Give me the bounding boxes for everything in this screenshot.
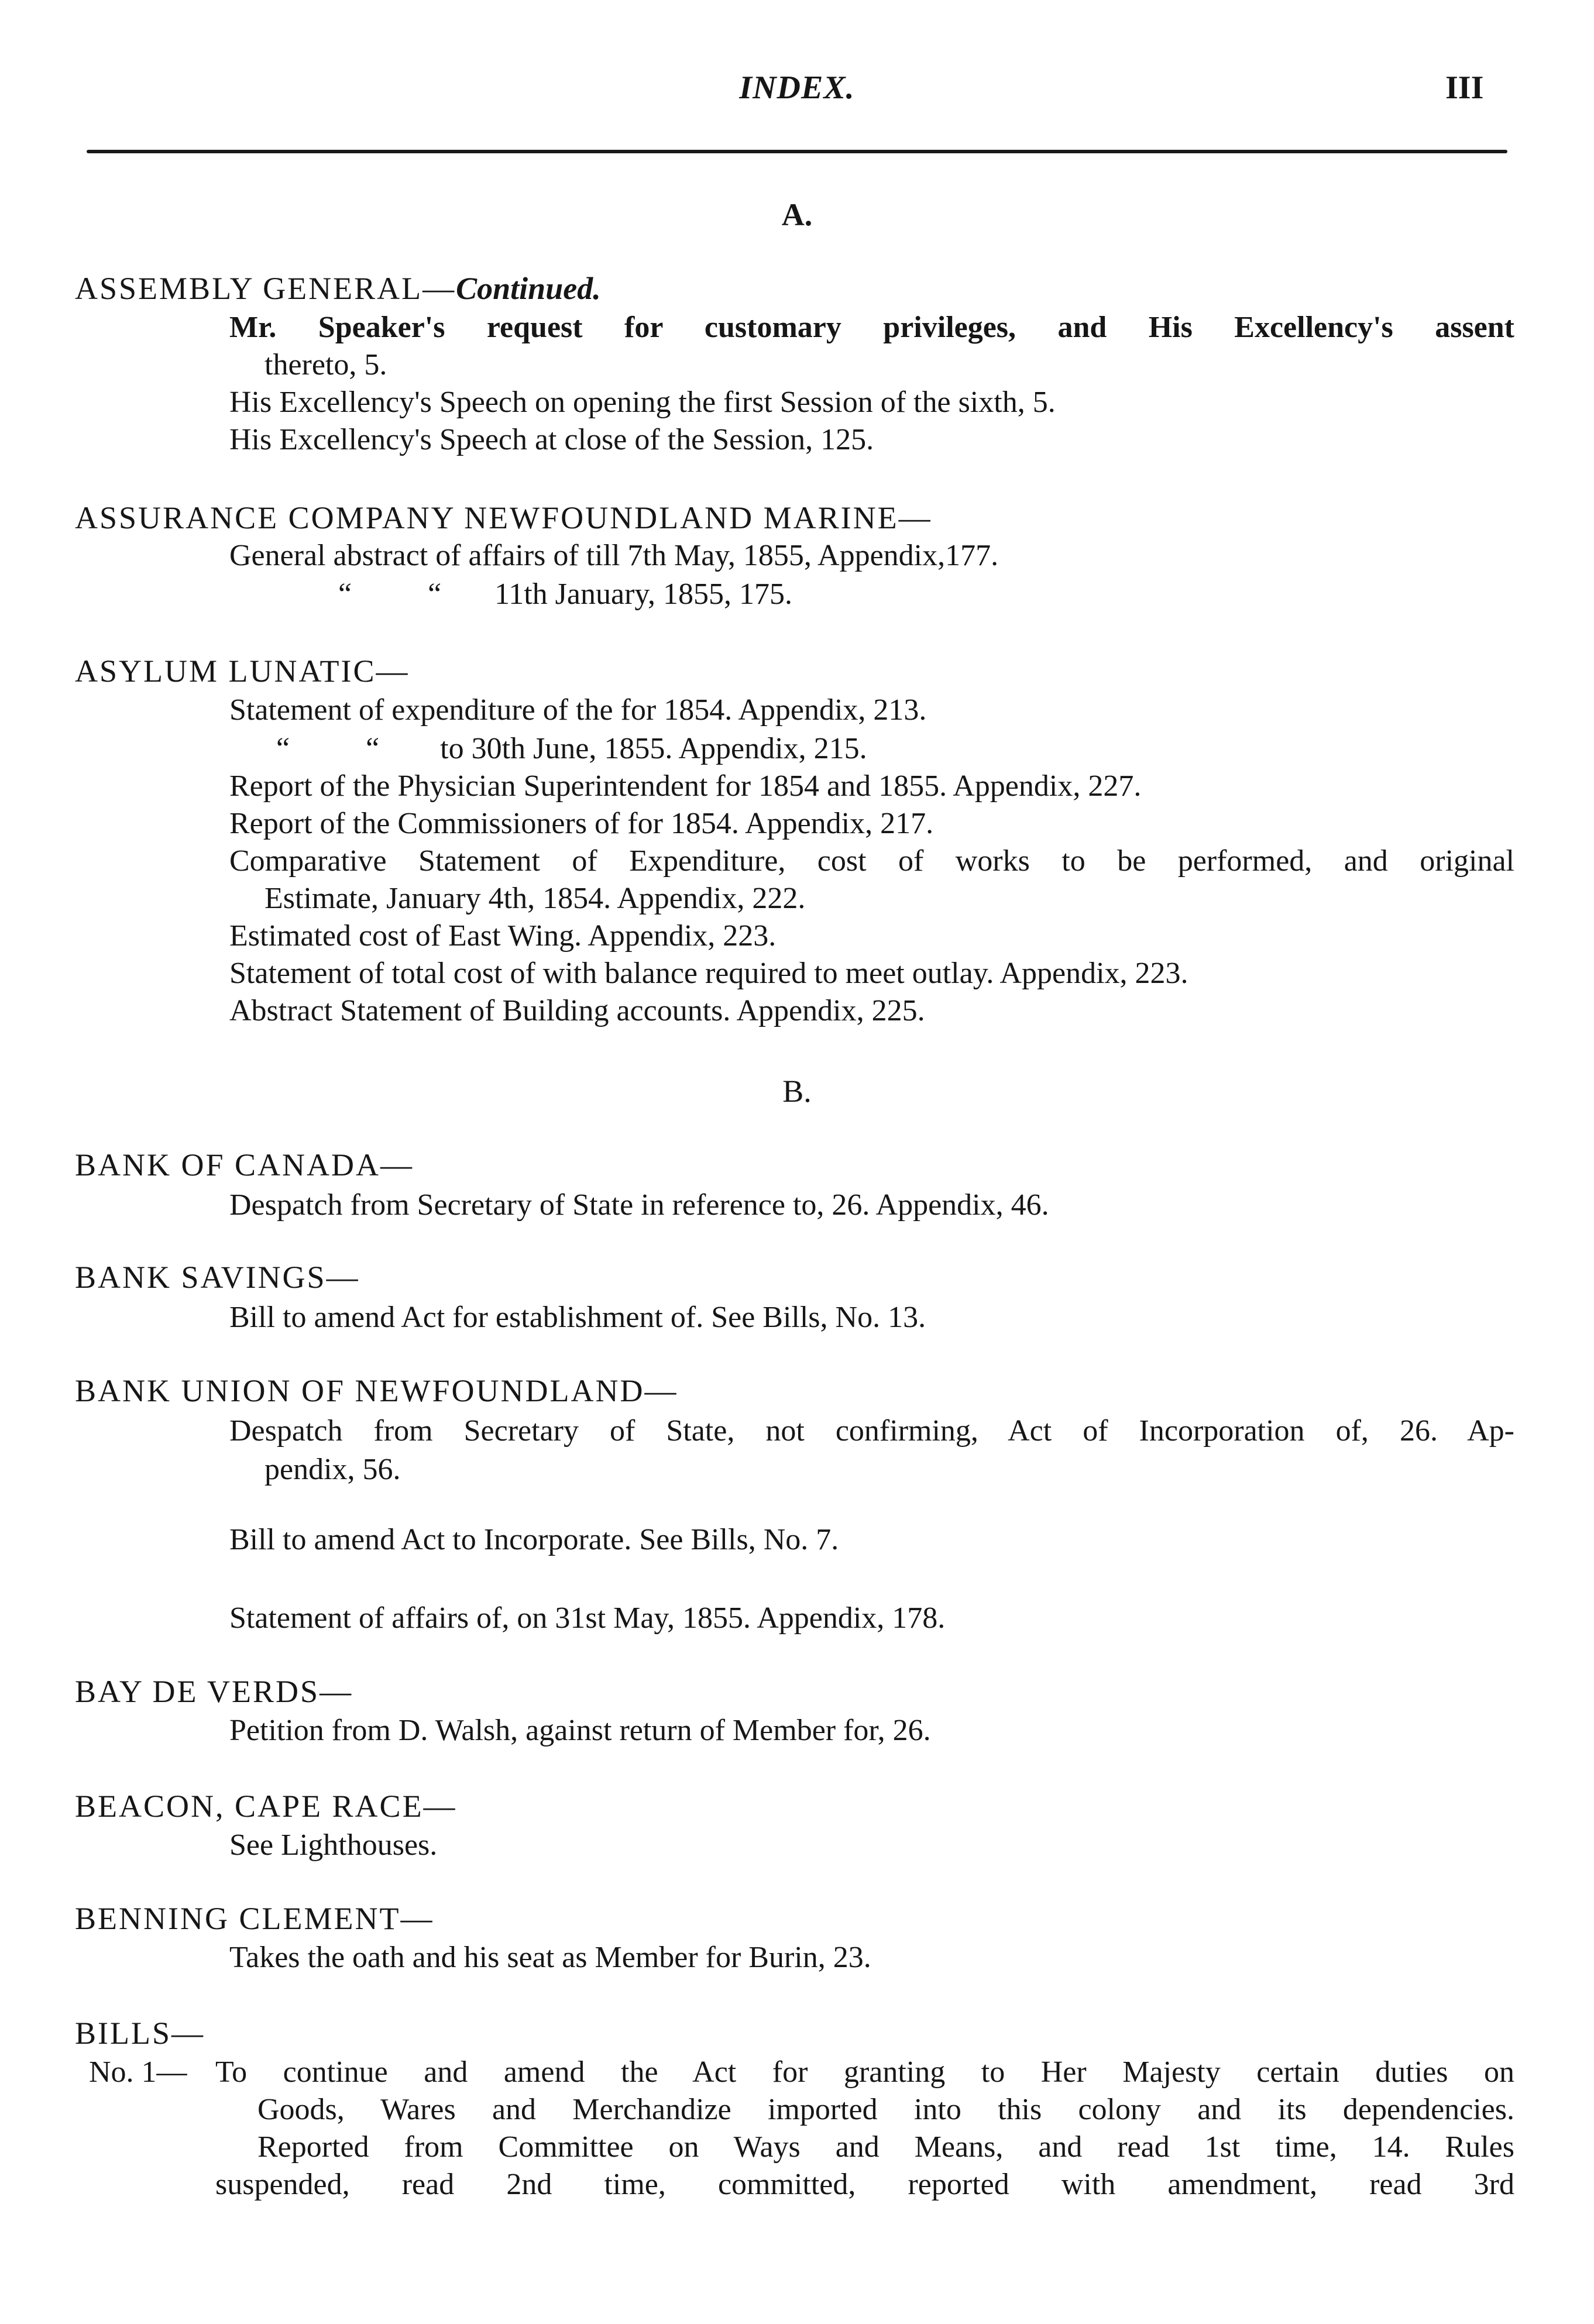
index-line: Goods, Wares and Merchandize imported into this colony and its dependencies.: [257, 2093, 1514, 2126]
entry-bank-savings: BANK SAVINGS—: [75, 1260, 360, 1295]
entry-bay-de-verds: BAY DE VERDS—: [75, 1674, 353, 1709]
entry-assembly-general: [75, 270, 601, 307]
index-line: Bill to amend Act to Incorporate. See Bills, No. 7.: [229, 1523, 839, 1556]
index-line: General abstract of affairs of till 7th May, 1855, Appendix,177.: [229, 539, 999, 572]
index-line: Statement of expenditure of the for 1854. Appendix, 213.: [229, 693, 927, 727]
index-line: “ “ to 30th June, 1855. Appendix, 215.: [276, 732, 867, 765]
page-number: III: [1445, 70, 1484, 106]
section-letter-b: B.: [782, 1074, 812, 1109]
entry-heading: ASSEMBLY GENERAL—: [75, 271, 456, 306]
index-line: Mr. Speaker's request for customary privileges, and His Excellency's assent: [229, 311, 1514, 344]
index-line: suspended, read 2nd time, committed, reported with amendment, read 3rd: [215, 2168, 1514, 2201]
index-line: Statement of total cost of with balance required to meet outlay. Appendix, 223.: [229, 957, 1188, 990]
index-line: pendix, 56.: [264, 1453, 401, 1486]
index-line: His Excellency's Speech at close of the Session, 125.: [229, 423, 874, 456]
bill-number-label: No. 1—: [89, 2055, 187, 2089]
entry-bank-union: BANK UNION OF NEWFOUNDLAND—: [75, 1373, 678, 1408]
entry-bills: BILLS—: [75, 2016, 205, 2051]
entry-asylum-lunatic: ASYLUM LUNATIC—: [75, 654, 410, 689]
index-line: Takes the oath and his seat as Member for Burin, 23.: [229, 1941, 871, 1974]
index-line: Despatch from Secretary of State in reference to, 26. Appendix, 46.: [229, 1188, 1049, 1222]
index-line: Despatch from Secretary of State, not confirming, Act of Incorporation of, 26. Ap-: [229, 1414, 1514, 1448]
index-line: Statement of affairs of, on 31st May, 1855. Appendix, 178.: [229, 1601, 946, 1635]
entry-benning-clement: BENNING CLEMENT—: [75, 1901, 434, 1936]
continued-label: Continued.: [456, 271, 601, 306]
index-line: Report of the Physician Superintendent for 1854 and 1855. Appendix, 227.: [229, 769, 1142, 803]
index-line: thereto, 5.: [264, 348, 387, 381]
index-line: Estimate, January 4th, 1854. Appendix, 222.: [264, 882, 806, 915]
index-line: Petition from D. Walsh, against return of Member for, 26.: [229, 1714, 931, 1747]
entry-bank-of-canada: BANK OF CANADA—: [75, 1147, 414, 1182]
entry-assurance-company: ASSURANCE COMPANY NEWFOUNDLAND MARINE—: [75, 500, 932, 535]
page-title: INDEX.: [739, 70, 855, 106]
index-line: Bill to amend Act for establishment of. See Bills, No. 13.: [229, 1301, 926, 1334]
entry-beacon-cape-race: BEACON, CAPE RACE—: [75, 1789, 457, 1824]
section-letter-a: A.: [781, 197, 813, 232]
index-line: Reported from Committee on Ways and Means, and read 1st time, 14. Rules: [257, 2130, 1514, 2164]
index-line: Estimated cost of East Wing. Appendix, 223.: [229, 919, 777, 953]
index-line: To continue and amend the Act for granting to Her Majesty certain duties on: [215, 2055, 1514, 2089]
index-line: Comparative Statement of Expenditure, cost of works to be performed, and original: [229, 844, 1514, 878]
index-line: Abstract Statement of Building accounts. Appendix, 225.: [229, 994, 925, 1027]
index-line: See Lighthouses.: [229, 1828, 438, 1862]
index-line: His Excellency's Speech on opening the first Session of the sixth, 5.: [229, 386, 1056, 419]
header-rule: [87, 150, 1507, 153]
index-line: “ “ 11th January, 1855, 175.: [338, 577, 793, 611]
index-line: Report of the Commissioners of for 1854. Appendix, 217.: [229, 807, 934, 840]
